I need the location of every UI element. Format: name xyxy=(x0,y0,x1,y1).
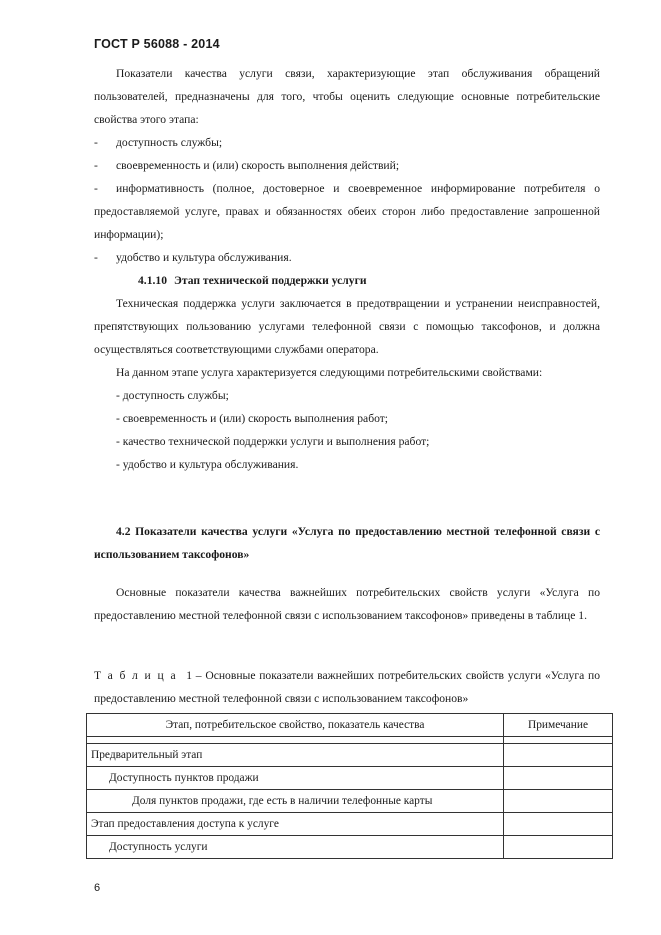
section-paragraph: На данном этапе услуга характеризуется следующими потребительскими свойствами: xyxy=(116,366,543,379)
section-4-2-text xyxy=(94,581,600,627)
list-item: - удобство и культура обслуживания. xyxy=(94,251,292,264)
table-note-cell xyxy=(504,790,613,813)
page-number: 6 xyxy=(94,882,101,894)
section-4-2-block xyxy=(94,520,600,566)
list-item: - доступность службы; xyxy=(116,389,229,402)
table-note-cell xyxy=(504,813,613,836)
table-spacer-row xyxy=(87,737,613,744)
table-note-cell xyxy=(504,767,613,790)
table-caption-label: Таблица xyxy=(94,669,183,682)
table-cell: Доступность пунктов продажи xyxy=(87,767,504,790)
table-caption xyxy=(94,664,600,710)
table-row xyxy=(87,836,613,859)
table-note-cell xyxy=(504,744,613,767)
table-caption-text: 1 – Основные показатели важнейших потребительских свойств услуги «Услуга по предоставлению местной телефонной связи с использованием таксофонов» xyxy=(94,669,600,705)
table-cell: Доля пунктов продажи, где есть в наличии телефонные карты xyxy=(87,790,504,813)
intro-block xyxy=(94,62,600,476)
table-cell: Доступность услуги xyxy=(87,836,504,859)
table-cell: Предварительный этап xyxy=(87,744,504,767)
section-heading-4-1-10: 4.1.10 Этап технической поддержки услуги xyxy=(138,274,367,287)
section-paragraph: Основные показатели качества важнейших потребительских свойств услуги «Услуга по предоставлению местной телефонной связи с использованием таксофонов» приведены в таблице 1. xyxy=(94,586,600,622)
table-row xyxy=(87,744,613,767)
table-cell: Этап предоставления доступа к услуге xyxy=(87,813,504,836)
document-header: ГОСТ Р 56088 - 2014 xyxy=(94,37,220,51)
table-header-cell: Примечание xyxy=(504,714,613,737)
indicators-table xyxy=(86,713,613,859)
list-item: - своевременность и (или) скорость выполнения действий; xyxy=(94,159,400,172)
table-row xyxy=(87,790,613,813)
section-heading-4-2: 4.2 Показатели качества услуги «Услуга по предоставлению местной телефонной связи с использованием таксофонов» xyxy=(94,525,600,561)
table-row xyxy=(87,813,613,836)
intro-paragraph: Показатели качества услуги связи, характеризующие этап обслуживания обращений пользователей, предназначены для того, чтобы оценить следующие основные потребительские свойства этого этапа: xyxy=(94,67,600,126)
list-item: - удобство и культура обслуживания. xyxy=(116,458,299,471)
list-item: - доступность службы; xyxy=(94,136,223,149)
section-paragraph: Техническая поддержка услуги заключается в предотвращении и устранении неисправностей, препятствующих пользованию услугами телефонной связи с помощью таксофонов, и должна осуществляться соответствующими службами оператора. xyxy=(94,297,600,356)
table-row xyxy=(87,767,613,790)
table-header-cell: Этап, потребительское свойство, показатель качества xyxy=(87,714,504,737)
list-item: - качество технической поддержки услуги и выполнения работ; xyxy=(116,435,430,448)
table-note-cell xyxy=(504,836,613,859)
list-item: - своевременность и (или) скорость выполнения работ; xyxy=(116,412,389,425)
list-item: - информативность (полное, достоверное и своевременное информирование потребителя о предоставляемой услуге, правах и обязанностях обеих сторон либо предоставление запрошенной информации); xyxy=(94,182,600,241)
table-header-row xyxy=(87,714,613,737)
